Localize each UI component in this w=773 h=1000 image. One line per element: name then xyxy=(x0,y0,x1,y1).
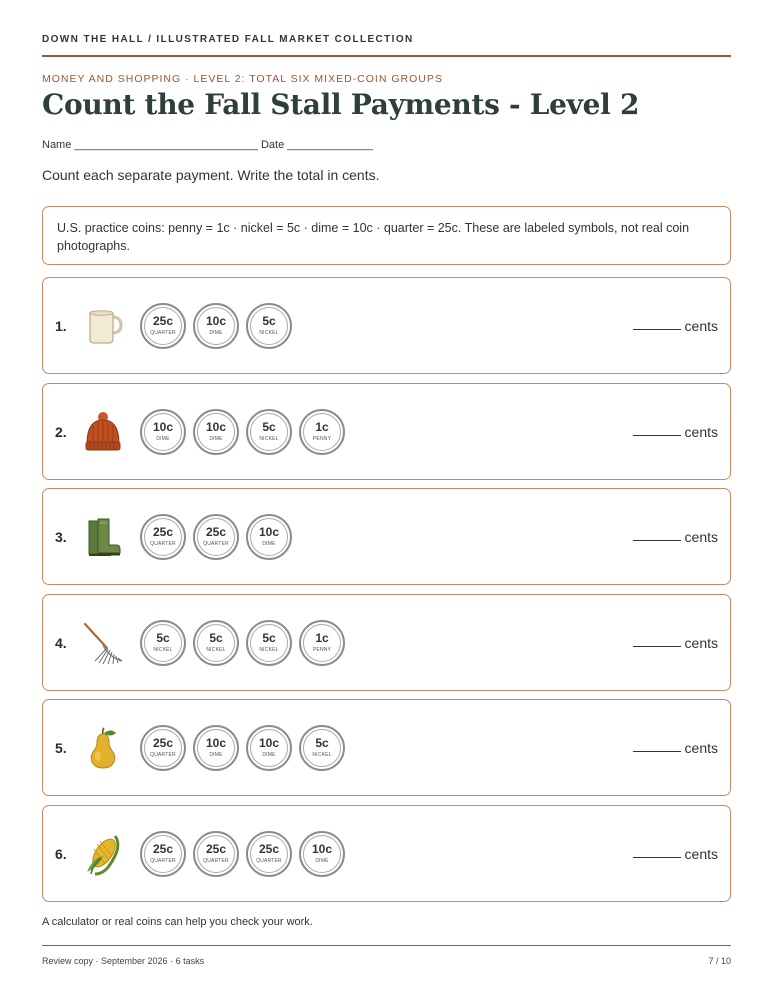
answer-field[interactable] xyxy=(633,424,718,440)
coin-value: 5c xyxy=(209,631,223,645)
coin-name: DIME xyxy=(156,436,170,442)
coin-name: QUARTER xyxy=(203,541,229,547)
task-number: 1. xyxy=(55,317,67,334)
coin xyxy=(246,514,292,560)
answer-field[interactable] xyxy=(633,846,718,862)
coin-value: 25c xyxy=(152,525,174,539)
answer-unit: cents xyxy=(684,634,718,651)
name-date-line: Name ______________________________ Date ______________ xyxy=(42,139,373,151)
coin xyxy=(140,620,186,666)
pear-icon xyxy=(81,726,125,770)
task-card xyxy=(42,488,731,585)
answer-unit: cents xyxy=(684,423,718,440)
coin-value: 25c xyxy=(152,842,174,856)
answer-field[interactable] xyxy=(633,318,718,334)
coin-name: DIME xyxy=(209,752,223,758)
coin-value: 25c xyxy=(205,842,227,856)
answer-blank[interactable] xyxy=(633,857,681,858)
coin-name: DIME xyxy=(262,752,276,758)
answer-blank[interactable] xyxy=(633,329,681,330)
coin xyxy=(193,620,239,666)
task-card xyxy=(42,383,731,480)
answer-blank[interactable] xyxy=(633,540,681,541)
coin xyxy=(193,409,239,455)
answer-unit: cents xyxy=(684,317,718,334)
coin xyxy=(246,831,292,877)
coin xyxy=(193,303,239,349)
coin-group xyxy=(140,303,292,349)
coin xyxy=(193,831,239,877)
coin-value: 5c xyxy=(315,736,329,750)
answer-field[interactable] xyxy=(633,529,718,545)
coin-group xyxy=(140,620,345,666)
coin-value: 10c xyxy=(258,525,280,539)
coin xyxy=(299,620,345,666)
knit-hat-icon xyxy=(81,410,125,454)
leaf-rake-icon xyxy=(81,621,125,665)
coin-name: DIME xyxy=(209,436,223,442)
coin-name: DIME xyxy=(262,541,276,547)
coin-value: 10c xyxy=(152,420,174,434)
task-number: 5. xyxy=(55,739,67,756)
coin-group xyxy=(140,409,345,455)
coin xyxy=(246,303,292,349)
coin-name: DIME xyxy=(209,330,223,336)
coin-value: 10c xyxy=(258,736,280,750)
coin xyxy=(140,409,186,455)
coin-value: 5c xyxy=(156,631,170,645)
coin xyxy=(193,514,239,560)
coin-value: 10c xyxy=(205,420,227,434)
coin xyxy=(140,725,186,771)
task-card xyxy=(42,594,731,691)
coin-name: NICKEL xyxy=(153,647,173,653)
footnote: A calculator or real coins can help you check your work. xyxy=(42,916,313,928)
task-number: 6. xyxy=(55,845,67,862)
rain-boots-icon xyxy=(81,515,125,559)
answer-field[interactable] xyxy=(633,635,718,651)
page-number: 7 / 10 xyxy=(708,956,731,966)
task-card xyxy=(42,805,731,902)
coin-key-note: U.S. practice coins: penny = 1c · nickel = 5c · dime = 10c · quarter = 25c. These are labeled symbols, not real coin photographs. xyxy=(42,206,731,265)
coin xyxy=(246,409,292,455)
coin xyxy=(246,620,292,666)
coin-name: PENNY xyxy=(312,436,332,442)
coin xyxy=(299,725,345,771)
coin-group xyxy=(140,725,345,771)
corn-icon xyxy=(81,832,125,876)
coin xyxy=(299,831,345,877)
coin-name: NICKEL xyxy=(206,647,226,653)
coin-group xyxy=(140,831,345,877)
coin-value: 5c xyxy=(262,631,276,645)
level-kicker: MONEY AND SHOPPING · LEVEL 2: TOTAL SIX MIXED-COIN GROUPS xyxy=(42,73,443,85)
task-number: 3. xyxy=(55,528,67,545)
coin xyxy=(140,831,186,877)
coin-value: 25c xyxy=(258,842,280,856)
coin-value: 1c xyxy=(315,420,329,434)
answer-field[interactable] xyxy=(633,740,718,756)
coin-value: 25c xyxy=(152,736,174,750)
task-card xyxy=(42,277,731,374)
coin-name: QUARTER xyxy=(256,858,282,864)
coin-name: NICKEL xyxy=(259,330,279,336)
mug-icon xyxy=(81,304,125,348)
coin-name: QUARTER xyxy=(150,541,176,547)
coin-name: PENNY xyxy=(312,647,332,653)
answer-blank[interactable] xyxy=(633,435,681,436)
task-number: 2. xyxy=(55,423,67,440)
answer-unit: cents xyxy=(684,528,718,545)
coin-name: QUARTER xyxy=(150,330,176,336)
coin-value: 10c xyxy=(205,736,227,750)
answer-unit: cents xyxy=(684,845,718,862)
coin-name: QUARTER xyxy=(203,858,229,864)
coin xyxy=(140,303,186,349)
coin-name: NICKEL xyxy=(259,436,279,442)
instructions: Count each separate payment. Write the total in cents. xyxy=(42,167,380,183)
coin-name: DIME xyxy=(315,858,329,864)
coin-name: NICKEL xyxy=(259,647,279,653)
coin-value: 25c xyxy=(152,314,174,328)
coin xyxy=(299,409,345,455)
coin-value: 5c xyxy=(262,314,276,328)
series-title: DOWN THE HALL / ILLUSTRATED FALL MARKET COLLECTION xyxy=(42,34,414,45)
coin xyxy=(140,514,186,560)
page-title: Count the Fall Stall Payments - Level 2 xyxy=(42,88,640,121)
coin-name: QUARTER xyxy=(150,752,176,758)
answer-blank[interactable] xyxy=(633,751,681,752)
coin-group xyxy=(140,514,292,560)
header-divider xyxy=(42,55,731,57)
coin-value: 1c xyxy=(315,631,329,645)
coin xyxy=(246,725,292,771)
coin xyxy=(193,725,239,771)
answer-unit: cents xyxy=(684,739,718,756)
coin-value: 25c xyxy=(205,525,227,539)
coin-value: 5c xyxy=(262,420,276,434)
footer-divider xyxy=(42,945,731,946)
footer-info: Review copy · September 2026 · 6 tasks xyxy=(42,956,205,966)
task-number: 4. xyxy=(55,634,67,651)
coin-value: 10c xyxy=(311,842,333,856)
coin-value: 10c xyxy=(205,314,227,328)
coin-name: QUARTER xyxy=(150,858,176,864)
coin-name: NICKEL xyxy=(312,752,332,758)
answer-blank[interactable] xyxy=(633,646,681,647)
task-card xyxy=(42,699,731,796)
